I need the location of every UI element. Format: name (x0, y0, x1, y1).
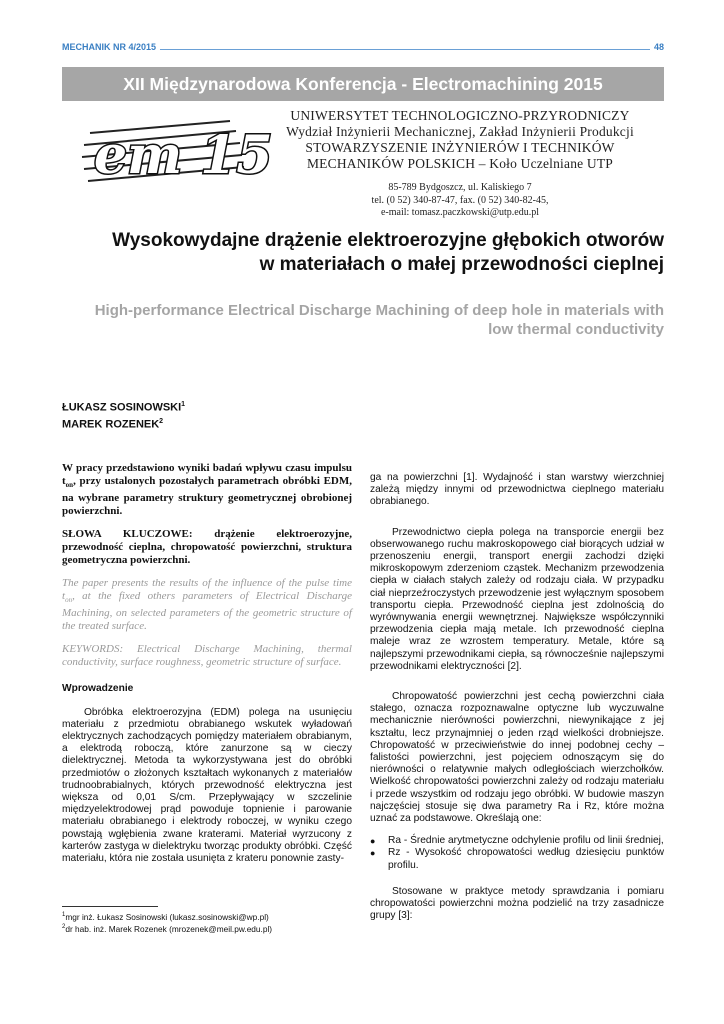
org-line: STOWARZYSZENIE INŻYNIERÓW I TECHNIKÓW (305, 140, 615, 155)
authors (62, 398, 185, 431)
organization-block (258, 108, 662, 220)
title-line: High-performance Electrical Discharge Machining of deep hole in materials with (94, 302, 664, 319)
footnote: $^2$dr hab. inż. Marek Rozenek (mrozenek@meil.pw.edu.pl) (62, 924, 273, 935)
org-line: UNIWERSYTET TECHNOLOGICZNO-PRZYRODNICZY (290, 108, 630, 123)
author-ref: 2 (159, 417, 164, 425)
section-heading: Wprowadzenie (62, 683, 134, 695)
bullet-icon: ● (370, 836, 376, 847)
left-column (62, 462, 352, 875)
footnote-rule (62, 906, 158, 907)
author: MAREK ROZENEK$^2$ (62, 417, 164, 431)
list-item: ● Ra - Średnie arytmetyczne odchylenie profilu od linii średniej, (370, 835, 664, 847)
paragraph: Chropowatość powierzchni jest cechą powierzchni ciała stałego, oznacza rozpoznawalne optyczne lub wyczuwalne mechanicznie nierówności powierzchni, niewynikające z jej kształtu, lecz przynajmniej o jeden rząd wielkości drobniejsze. Chropowatość w przeciwieństwie do innej podobnej cechy – falistości powierzchni, jest pojęciem odnoszącym się do nierówności o relatywnie małych odległościach wierzchołków. Wielkość chropowatości powierzchni zależy od rodzaju materiału i przede wszystkim od rodzaju jego obróbki. W budowie maszyn najczęściej stosuje się dwa parametry Ra i Rz, które można uznać za podstawowe. Określają one: (370, 691, 664, 825)
keywords-english: KEYWORDS: Electrical Discharge Machining, thermal conductivity, surface roughness, geometric structure of surface. (62, 643, 352, 669)
bullet-icon: ● (370, 848, 376, 859)
address-line: tel. (0 52) 340-87-47, fax. (0 52) 340-82-45, (371, 194, 549, 206)
title-line: w materiałach o małej przewodności cieplnej (259, 253, 664, 275)
journal-name: MECHANIK NR 4/2015 (62, 42, 160, 52)
paragraph: ga na powierzchni [1]. Wydajność i stan warstwy wierzchniej zależą między innymi od przewodnictwa cieplnego materiału obrabianego. (370, 472, 664, 508)
title-english (60, 301, 664, 339)
keywords-polish: SŁOWA KLUCZOWE: drążenie elektroerozyjne, przewodność cieplna, chropowatość powierzchni, struktura geometryczna powierzchni. (62, 528, 352, 567)
title-polish (60, 229, 664, 276)
intro-paragraph: Obróbka elektroerozyjna (EDM) polega na usunięciu materiału z przedmiotu obrabianego wskutek wyładowań elektrycznych zachodzących pomiędzy materiałem obrabianym, a elektrodą roboczą, które zanurzone są w cieczy dielektrycznej. Metoda ta wykorzystywana jest do obróbki przedmiotów o złożonych kształtach wykonanych z materiałów trudnoobrabialnych, których przewodność elektryczna jest większa od 0,01 S/cm. Przepływający w szczelinie międzyelektrodowej prąd powoduje topnienie i parowanie materiału obrabianego i elektrody roboczej, w wyniku czego powstają wgłębienia zwane kraterami. Materiał wyrzucony z karterów zastyga w dielektryku tworząc produkty obróbki. Część materiału, która nie została usunięta z krateru ponownie zasty- (62, 706, 352, 865)
org-line: Wydział Inżynierii Mechanicznej, Zakład Inżynierii Produkcji (286, 124, 634, 139)
footnote: $^1$mgr inż. Łukasz Sosinowski (lukasz.sosinowski@wp.pl) (62, 911, 269, 922)
paragraph: Przewodnictwo ciepła polega na transporcie energii bez obserwowanego ruchu makroskopowego ciał biorących udział w przenoszeniu energii, transport energii zachodzi dzięki mikroskopowym zderzeniom cząstek. Mechanizm przewodzenia ciepła w ciałach stałych zależy od rodzaju ciała. W przypadku ciał nieprzeźroczystych przewodzenie jest wyłącznym sposobem transportu ciepła. Przewodność cieplna jest zdolnością do wyrównywania energii wewnętrznej. Największe współczynniki przewodzenia ciepła mają metale. Ich przewodność cieplna maleje wraz ze wzrostem temperatury. Metale, które są najlepszymi przewodnikami ciepła, są równocześnie najlepszymi przewodnikami elektryczności [2]. (370, 526, 664, 672)
author-ref: 1 (181, 401, 186, 408)
abstract-polish: W pracy przedstawiono wyniki badań wpływu czasu impulsu $t_{on}$, przy ustalonych pozostałych parametrach obróbki EDM, na wybrane parametry struktury geometrycznej obrobionej powierzchni. (62, 462, 352, 518)
address-line: 85-789 Bydgoszcz, ul. Kaliskiego 7 (388, 182, 532, 193)
email-line: e-mail: tomasz.paczkowski@utp.edu.pl (380, 207, 540, 218)
abstract-english: The paper presents the results of the influence of the pulse time $t_{on}$, at the fixed others parameters of Electrical Discharge Machining, on selected parameters of the geometric structure of the treated surface. (62, 577, 352, 633)
paragraph: Stosowane w praktyce metody sprawdzania i pomiaru chropowatości powierzchni można podzielić na trzy zasadnicze grupy [3]: (370, 885, 664, 922)
logo-text: em 15 (94, 125, 273, 186)
title-line: low thermal conductivity (488, 321, 664, 338)
org-line: MECHANIKÓW POLSKICH – Koło Uczelniane UTP (306, 156, 614, 171)
footnotes (62, 906, 352, 935)
author: ŁUKASZ SOSINOWSKI$^1$ (62, 401, 186, 414)
page-number: 48 (650, 42, 664, 52)
right-column (370, 472, 664, 933)
conference-logo (80, 113, 273, 203)
list-item: ● Rz - Wysokość chropowatości według dziesięciu punktów profilu. (370, 847, 664, 871)
running-header (62, 42, 664, 56)
conference-banner: XII Międzynarodowa Konferencja - Electromachining 2015 (62, 67, 664, 101)
title-line: Wysokowydajne drążenie elektroerozyjne głębokich otworów (112, 230, 664, 251)
